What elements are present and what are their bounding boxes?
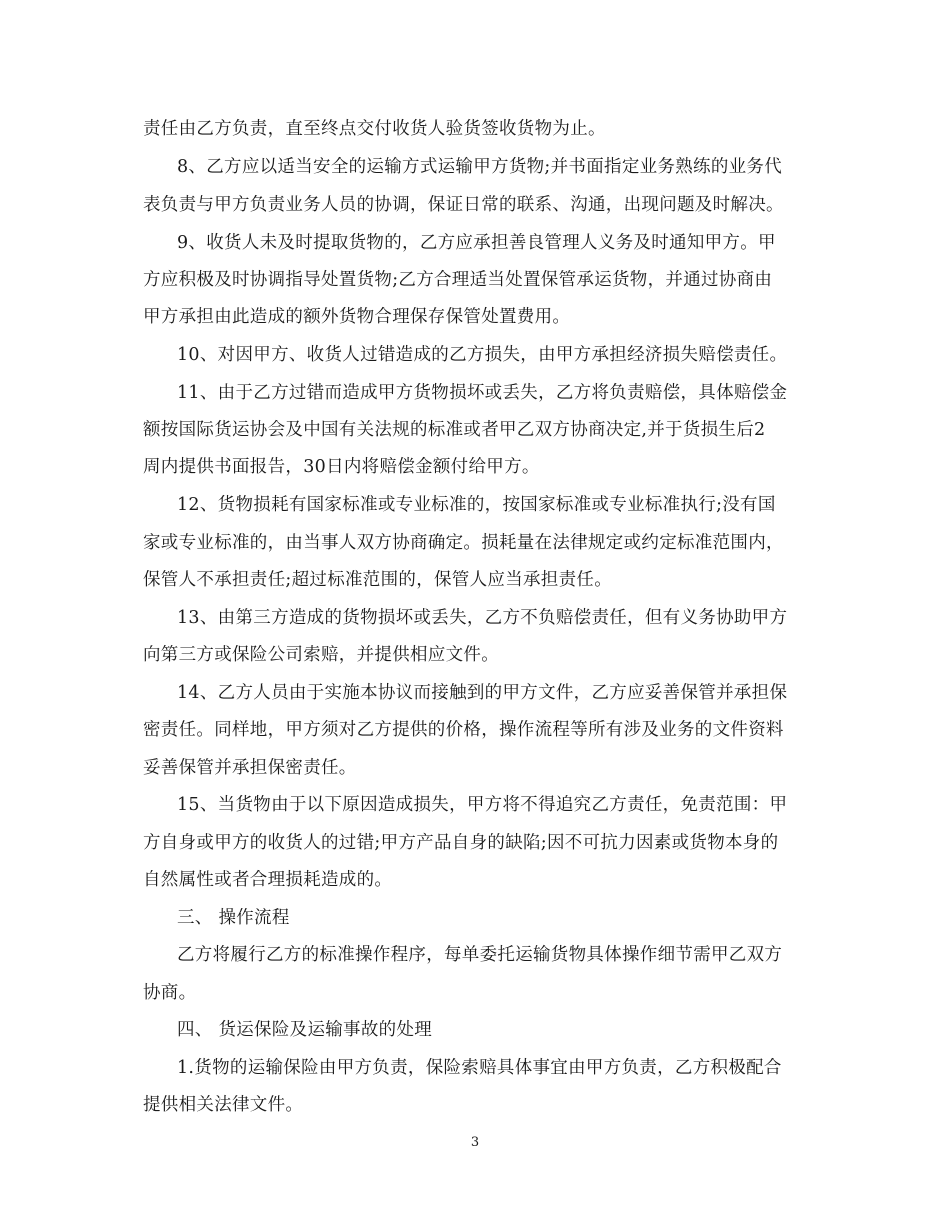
paragraph-line: 13、由第三方造成的货物损坏或丢失，乙方不负赔偿责任，但有义务协助甲方 xyxy=(177,608,788,628)
paragraph-line: 密责任。同样地，甲方须对乙方提供的价格，操作流程等所有涉及业务的文件资料 xyxy=(143,720,784,740)
paragraph-line: 方应积极及时协调指导处置货物;乙方合理适当处置保管承运货物，并通过协商由 xyxy=(143,270,773,290)
paragraph-line: 8、乙方应以适当安全的运输方式运输甲方货物;并书面指定业务熟练的业务代 xyxy=(177,157,783,177)
paragraph-line: 11、由于乙方过错而造成甲方货物损坏或丢失，乙方将负责赔偿，具体赔偿金 xyxy=(177,383,788,403)
paragraph-line: 周内提供书面报告，30日内将赔偿金额付给甲方。 xyxy=(143,457,540,477)
section-heading: 四、 货运保险及运输事故的处理 xyxy=(177,1020,433,1040)
paragraph-line: 提供相关法律文件。 xyxy=(143,1095,304,1115)
section-heading: 三、 操作流程 xyxy=(177,908,290,928)
paragraph-line: 表负责与甲方负责业务人员的协调，保证日常的联系、沟通，出现问题及时解决。 xyxy=(143,195,784,215)
paragraph-line: 9、收货人未及时提取货物的，乙方应承担善良管理人义务及时通知甲方。甲 xyxy=(177,233,776,253)
paragraph-line: 14、乙方人员由于实施本协议而接触到的甲方文件，乙方应妥善保管并承担保 xyxy=(177,683,788,703)
paragraph-line: 协商。 xyxy=(143,983,197,1003)
paragraph-line: 15、当货物由于以下原因造成损失，甲方将不得追究乙方责任，免责范围：甲 xyxy=(177,795,788,815)
paragraph-line: 家或专业标准的，由当事人双方协商确定。损耗量在法律规定或约定标准范围内， xyxy=(143,533,784,553)
paragraph-line: 向第三方或保险公司索赔，并提供相应文件。 xyxy=(143,645,499,665)
paragraph-line: 乙方将履行乙方的标准操作程序，每单委托运输货物具体操作细节需甲乙双方 xyxy=(177,945,783,965)
paragraph-line: 甲方承担由此造成的额外货物合理保存保管处置费用。 xyxy=(143,307,571,327)
paragraph-line: 10、对因甲方、收货人过错造成的乙方损失，由甲方承担经济损失赔偿责任。 xyxy=(177,345,788,365)
paragraph-line: 额按国际货运协会及中国有关法规的标准或者甲乙双方协商决定,并于货损生后2 xyxy=(143,420,766,440)
paragraph-line: 妥善保管并承担保密责任。 xyxy=(143,758,357,778)
paragraph-line: 保管人不承担责任;超过标准范围的，保管人应当承担责任。 xyxy=(143,570,612,590)
paragraph-line: 1.货物的运输保险由甲方负责，保险索赔具体事宜由甲方负责，乙方积极配合 xyxy=(177,1058,782,1078)
page-number: 3 xyxy=(470,1135,480,1150)
paragraph-line: 自然属性或者合理损耗造成的。 xyxy=(143,870,393,890)
paragraph-line: 责任由乙方负责，直至终点交付收货人验货签收货物为止。 xyxy=(143,119,606,139)
paragraph-line: 12、货物损耗有国家标准或专业标准的，按国家标准或专业标准执行;没有国 xyxy=(177,495,776,515)
paragraph-line: 方自身或甲方的收货人的过错;甲方产品自身的缺陷;因不可抗力因素或货物本身的 xyxy=(143,833,779,853)
